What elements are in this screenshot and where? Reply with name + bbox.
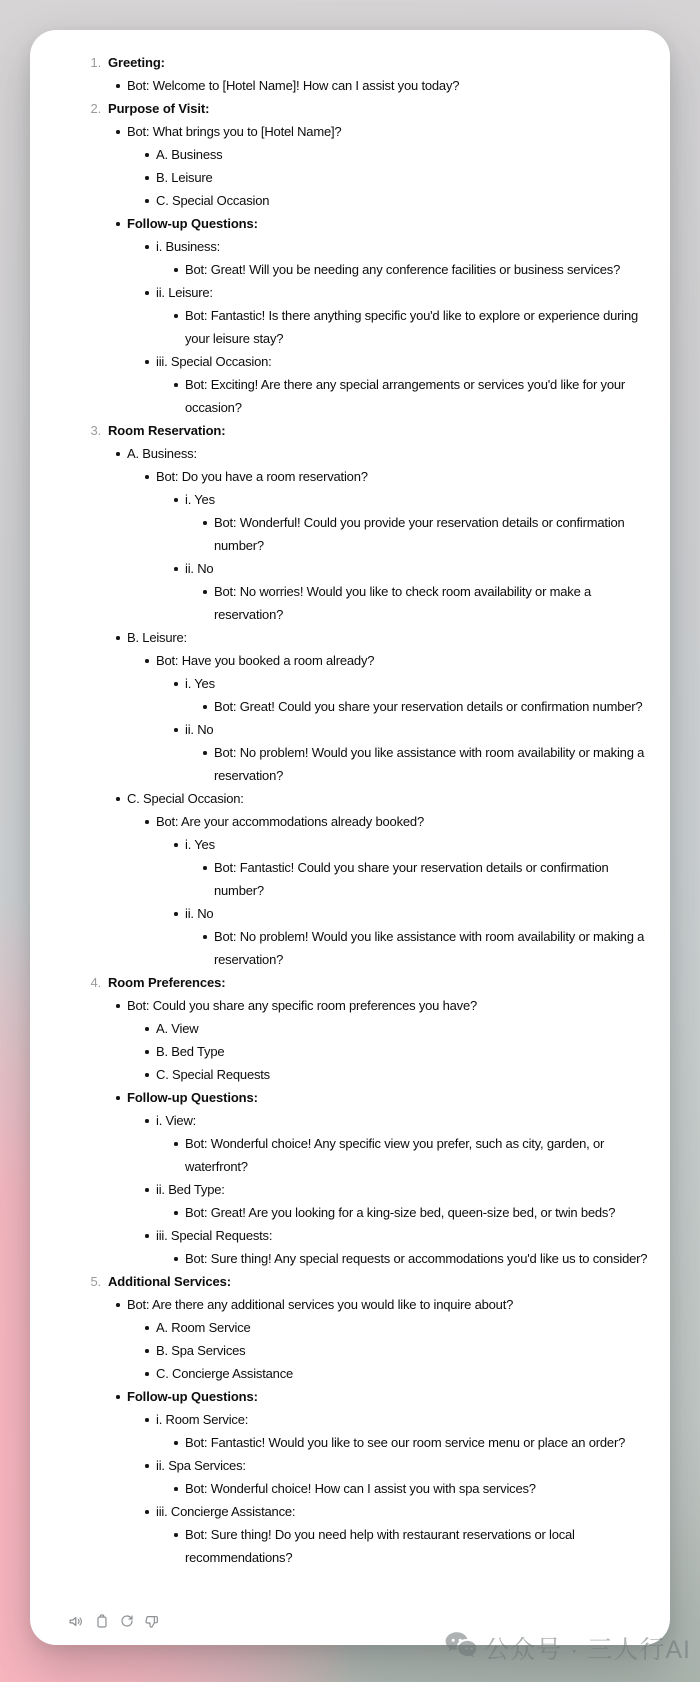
list-item-text: i. Yes bbox=[185, 837, 215, 852]
list-item-text: Bot: Fantastic! Would you like to see our room service menu or place an order? bbox=[185, 1435, 626, 1450]
list-item bbox=[156, 350, 654, 419]
bullet-list bbox=[108, 1293, 654, 1569]
list-item bbox=[185, 1431, 654, 1454]
bullet-list bbox=[156, 488, 654, 626]
list-item bbox=[185, 1247, 654, 1270]
list-number-marker: 4. bbox=[90, 975, 101, 990]
response-action-bar bbox=[68, 1610, 160, 1632]
list-item bbox=[156, 1454, 654, 1500]
bullet-list bbox=[185, 695, 654, 718]
bullet-icon bbox=[145, 475, 149, 479]
list-item-text: i. Business: bbox=[156, 239, 221, 254]
bullet-list bbox=[156, 672, 654, 787]
bullet-icon bbox=[174, 1533, 178, 1537]
bullet-list bbox=[185, 856, 654, 902]
bullet-icon bbox=[145, 1464, 149, 1468]
list-number-marker: 2. bbox=[90, 101, 101, 116]
bullet-icon bbox=[145, 1234, 149, 1238]
list-item bbox=[156, 166, 654, 189]
bullet-icon bbox=[203, 866, 207, 870]
bullet-icon bbox=[116, 1004, 120, 1008]
list-item bbox=[185, 304, 654, 350]
bullet-icon bbox=[116, 1096, 120, 1100]
list-item bbox=[156, 649, 654, 787]
bullet-icon bbox=[116, 84, 120, 88]
bullet-icon bbox=[174, 843, 178, 847]
bullet-list bbox=[156, 1477, 654, 1500]
bullet-icon bbox=[145, 245, 149, 249]
bullet-icon bbox=[116, 1395, 120, 1399]
list-item-text: B. Bed Type bbox=[156, 1044, 225, 1059]
list-item bbox=[127, 442, 654, 626]
list-item-text: iii. Special Occasion: bbox=[156, 354, 272, 369]
bullet-icon bbox=[174, 498, 178, 502]
bullet-icon bbox=[203, 751, 207, 755]
bullet-list bbox=[156, 1201, 654, 1224]
bullet-list bbox=[156, 1523, 654, 1569]
list-item bbox=[156, 1362, 654, 1385]
bullet-icon bbox=[145, 1418, 149, 1422]
list-item-text: A. Room Service bbox=[156, 1320, 251, 1335]
bullet-icon bbox=[174, 268, 178, 272]
bullet-icon bbox=[116, 797, 120, 801]
list-item bbox=[156, 1500, 654, 1569]
list-item-text: B. Leisure bbox=[156, 170, 213, 185]
list-item-text: Follow-up Questions: bbox=[127, 1090, 258, 1105]
list-item bbox=[90, 1270, 654, 1569]
bullet-icon bbox=[174, 567, 178, 571]
bullet-icon bbox=[174, 1211, 178, 1215]
list-item-text: Bot: Great! Could you share your reservation details or confirmation number? bbox=[214, 699, 643, 714]
list-item bbox=[214, 511, 654, 557]
list-item bbox=[185, 1132, 654, 1178]
bullet-list bbox=[127, 235, 654, 419]
list-item-text: Bot: Great! Will you be needing any conference facilities or business services? bbox=[185, 262, 621, 277]
list-item-text: Bot: Sure thing! Do you need help with restaurant reservations or local recommendations? bbox=[185, 1527, 575, 1565]
bullet-icon bbox=[174, 1441, 178, 1445]
list-item bbox=[185, 718, 654, 787]
list-item bbox=[214, 856, 654, 902]
list-item-text: Bot: Could you share any specific room preferences you have? bbox=[127, 998, 478, 1013]
list-item bbox=[185, 1523, 654, 1569]
bullet-list bbox=[185, 925, 654, 971]
list-item bbox=[156, 1316, 654, 1339]
bullet-list bbox=[156, 304, 654, 350]
bullet-list bbox=[127, 649, 654, 787]
bullet-icon bbox=[174, 383, 178, 387]
list-item-text: Bot: Wonderful choice! Any specific view you prefer, such as city, garden, or waterfront? bbox=[185, 1136, 605, 1174]
list-item-text: Bot: Are your accommodations already booked? bbox=[156, 814, 424, 829]
list-item-text: Greeting: bbox=[108, 55, 165, 70]
list-item-text: Bot: Do you have a room reservation? bbox=[156, 469, 368, 484]
bullet-icon bbox=[145, 176, 149, 180]
bullet-list bbox=[127, 1316, 654, 1385]
list-item bbox=[127, 994, 654, 1086]
list-item-text: Bot: Wonderful! Could you provide your reservation details or confirmation number? bbox=[214, 515, 625, 553]
watermark-text: 公众号 · 三人行AI bbox=[484, 1636, 691, 1664]
list-item-text: Room Reservation: bbox=[108, 423, 226, 438]
list-number-marker: 3. bbox=[90, 423, 101, 438]
bullet-list bbox=[108, 442, 654, 971]
list-item-text: C. Special Occasion bbox=[156, 193, 270, 208]
bullet-icon bbox=[174, 728, 178, 732]
bullet-icon bbox=[116, 222, 120, 226]
list-item-text: Bot: What brings you to [Hotel Name]? bbox=[127, 124, 342, 139]
list-item bbox=[127, 120, 654, 212]
bullet-icon bbox=[145, 1326, 149, 1330]
list-item bbox=[185, 488, 654, 557]
list-item-text: Room Preferences: bbox=[108, 975, 226, 990]
bullet-icon bbox=[203, 590, 207, 594]
list-item bbox=[156, 281, 654, 350]
bullet-icon bbox=[145, 291, 149, 295]
list-item bbox=[127, 1293, 654, 1385]
list-item-text: iii. Special Requests: bbox=[156, 1228, 273, 1243]
bullet-icon bbox=[145, 1073, 149, 1077]
list-item bbox=[185, 902, 654, 971]
list-item-text: Follow-up Questions: bbox=[127, 216, 258, 231]
bullet-icon bbox=[174, 1257, 178, 1261]
list-number-marker: 1. bbox=[90, 55, 101, 70]
bullet-icon bbox=[203, 705, 207, 709]
list-item bbox=[185, 833, 654, 902]
bullet-list bbox=[108, 74, 654, 97]
list-item bbox=[156, 465, 654, 626]
bullet-list bbox=[185, 580, 654, 626]
bullet-list bbox=[185, 741, 654, 787]
copy-button[interactable] bbox=[93, 1610, 110, 1632]
list-item bbox=[214, 741, 654, 787]
bullet-icon bbox=[145, 659, 149, 663]
list-item-text: A. Business: bbox=[127, 446, 197, 461]
bullet-list bbox=[156, 1431, 654, 1454]
bullet-icon bbox=[145, 1119, 149, 1123]
bullet-icon bbox=[116, 130, 120, 134]
list-item bbox=[185, 258, 654, 281]
bullet-icon bbox=[203, 521, 207, 525]
list-number-marker: 5. bbox=[90, 1274, 101, 1289]
list-item-text: Bot: Fantastic! Is there anything specific you'd like to explore or experience during your leisure stay? bbox=[185, 308, 639, 346]
bullet-list bbox=[156, 1132, 654, 1178]
list-item-text: i. Room Service: bbox=[156, 1412, 249, 1427]
bullet-icon bbox=[145, 1027, 149, 1031]
list-item bbox=[127, 1086, 654, 1270]
list-item-text: Bot: No problem! Would you like assistance with room availability or making a reservation? bbox=[214, 929, 645, 967]
list-item-text: Bot: Sure thing! Any special requests or accommodations you'd like us to consider? bbox=[185, 1251, 648, 1266]
bullet-list bbox=[156, 258, 654, 281]
bullet-list bbox=[127, 1109, 654, 1270]
list-item bbox=[185, 672, 654, 718]
list-item-text: A. Business bbox=[156, 147, 223, 162]
bullet-icon bbox=[174, 1142, 178, 1146]
speaker-icon bbox=[68, 1613, 85, 1630]
bullet-list bbox=[156, 833, 654, 971]
list-item bbox=[156, 1109, 654, 1178]
list-item-text: Purpose of Visit: bbox=[108, 101, 210, 116]
bullet-list bbox=[108, 994, 654, 1270]
bullet-icon bbox=[116, 452, 120, 456]
thumbs-down-icon bbox=[144, 1613, 160, 1629]
bullet-icon bbox=[145, 153, 149, 157]
list-item-text: ii. No bbox=[185, 906, 214, 921]
bullet-icon bbox=[145, 1372, 149, 1376]
list-item-text: Bot: Great! Are you looking for a king-size bed, queen-size bed, or twin beds? bbox=[185, 1205, 616, 1220]
list-item bbox=[127, 74, 654, 97]
regenerate-icon bbox=[119, 1613, 135, 1629]
list-item bbox=[156, 810, 654, 971]
bullet-list bbox=[127, 143, 654, 212]
list-item bbox=[156, 1063, 654, 1086]
list-item-text: i. Yes bbox=[185, 676, 215, 691]
read-aloud-button[interactable] bbox=[68, 1610, 85, 1632]
bullet-icon bbox=[174, 1487, 178, 1491]
bullet-list bbox=[127, 1017, 654, 1086]
list-item-text: Bot: Welcome to [Hotel Name]! How can I assist you today? bbox=[127, 78, 460, 93]
bullet-list bbox=[185, 511, 654, 557]
bullet-list bbox=[127, 810, 654, 971]
list-item bbox=[156, 1178, 654, 1224]
list-item-text: C. Concierge Assistance bbox=[156, 1366, 294, 1381]
bullet-icon bbox=[145, 1349, 149, 1353]
list-item-text: Additional Services: bbox=[108, 1274, 231, 1289]
list-item-text: ii. Leisure: bbox=[156, 285, 213, 300]
list-item bbox=[127, 212, 654, 419]
conversation-list bbox=[60, 51, 654, 1569]
list-item bbox=[127, 787, 654, 971]
list-item-text: ii. Spa Services: bbox=[156, 1458, 246, 1473]
response-card bbox=[30, 30, 670, 1645]
list-item bbox=[90, 51, 654, 97]
bullet-icon bbox=[116, 636, 120, 640]
list-item-text: C. Special Occasion: bbox=[127, 791, 244, 806]
numbered-list bbox=[60, 51, 654, 1569]
bullet-icon bbox=[174, 682, 178, 686]
list-item bbox=[156, 143, 654, 166]
list-item bbox=[185, 1201, 654, 1224]
list-item-text: Bot: Wonderful choice! How can I assist you with spa services? bbox=[185, 1481, 536, 1496]
list-item bbox=[185, 373, 654, 419]
list-item bbox=[90, 97, 654, 419]
bullet-list bbox=[127, 465, 654, 626]
bullet-list bbox=[127, 1408, 654, 1569]
list-item-text: A. View bbox=[156, 1021, 199, 1036]
list-item bbox=[156, 235, 654, 281]
list-item bbox=[214, 695, 654, 718]
bullet-list bbox=[108, 120, 654, 419]
list-item-text: Bot: No problem! Would you like assistance with room availability or making a reservation? bbox=[214, 745, 645, 783]
list-item-text: ii. No bbox=[185, 722, 214, 737]
list-item bbox=[156, 1339, 654, 1362]
regenerate-button[interactable] bbox=[118, 1610, 135, 1632]
bullet-icon bbox=[174, 314, 178, 318]
list-item-text: Bot: Are there any additional services you would like to inquire about? bbox=[127, 1297, 514, 1312]
list-item bbox=[90, 971, 654, 1270]
list-item bbox=[185, 1477, 654, 1500]
bullet-icon bbox=[145, 199, 149, 203]
list-item-text: Bot: Exciting! Are there any special arrangements or services you'd like for your occasion? bbox=[185, 377, 626, 415]
list-item-text: Follow-up Questions: bbox=[127, 1389, 258, 1404]
list-item bbox=[214, 580, 654, 626]
bullet-icon bbox=[145, 1050, 149, 1054]
list-item bbox=[127, 626, 654, 787]
bullet-icon bbox=[203, 935, 207, 939]
list-item bbox=[156, 1224, 654, 1270]
list-item bbox=[185, 557, 654, 626]
bullet-icon bbox=[145, 1188, 149, 1192]
list-item bbox=[90, 419, 654, 971]
list-item bbox=[214, 925, 654, 971]
list-item-text: Bot: Fantastic! Could you share your reservation details or confirmation number? bbox=[214, 860, 609, 898]
list-item-text: B. Leisure: bbox=[127, 630, 187, 645]
copy-icon bbox=[94, 1613, 110, 1629]
bullet-list bbox=[156, 373, 654, 419]
bad-response-button[interactable] bbox=[143, 1610, 160, 1632]
bullet-icon bbox=[145, 1510, 149, 1514]
list-item-text: i. Yes bbox=[185, 492, 215, 507]
list-item bbox=[156, 189, 654, 212]
list-item-text: i. View: bbox=[156, 1113, 197, 1128]
list-item-text: Bot: No worries! Would you like to check room availability or make a reservation? bbox=[214, 584, 592, 622]
list-item bbox=[127, 1385, 654, 1569]
list-item bbox=[156, 1040, 654, 1063]
list-item bbox=[156, 1017, 654, 1040]
list-item-text: iii. Concierge Assistance: bbox=[156, 1504, 296, 1519]
list-item-text: ii. Bed Type: bbox=[156, 1182, 225, 1197]
bullet-icon bbox=[116, 1303, 120, 1307]
bullet-icon bbox=[145, 360, 149, 364]
bullet-icon bbox=[145, 820, 149, 824]
bullet-list bbox=[156, 1247, 654, 1270]
list-item-text: ii. No bbox=[185, 561, 214, 576]
list-item-text: Bot: Have you booked a room already? bbox=[156, 653, 375, 668]
list-item-text: C. Special Requests bbox=[156, 1067, 270, 1082]
list-item bbox=[156, 1408, 654, 1454]
list-item-text: B. Spa Services bbox=[156, 1343, 246, 1358]
bullet-icon bbox=[174, 912, 178, 916]
